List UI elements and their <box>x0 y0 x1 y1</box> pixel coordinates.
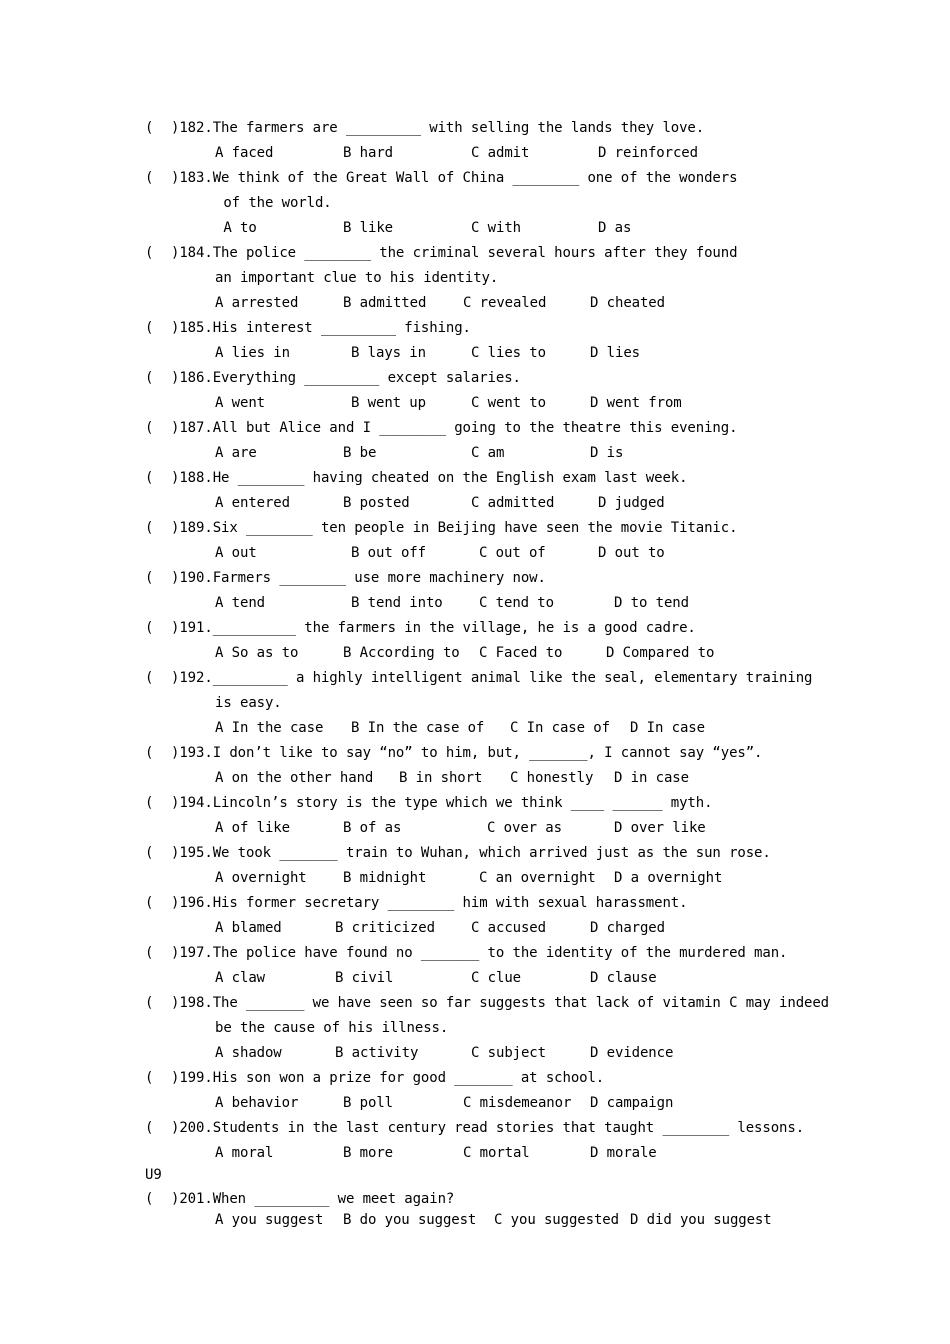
answer-paren-open: ( <box>145 120 154 136</box>
question-stem: He ________ having cheated on the English exam last week. <box>212 470 688 486</box>
question-184 <box>145 242 737 264</box>
answer-paren-close: ) <box>171 1191 180 1207</box>
question-number: 195 <box>179 845 205 861</box>
question-number: 197 <box>179 945 205 961</box>
question-183 <box>145 167 737 189</box>
option-d: D Compared to <box>606 645 715 661</box>
question-191 <box>145 617 696 639</box>
option-c: C admit <box>471 145 530 161</box>
answer-paren-open: ( <box>145 620 154 636</box>
question-dot: . <box>204 420 213 436</box>
question-195 <box>145 842 771 864</box>
question-stem-continued: of the world. <box>215 195 332 211</box>
question-number: 185 <box>179 320 205 336</box>
answer-paren-close: ) <box>171 745 180 761</box>
answer-paren-open: ( <box>145 570 154 586</box>
option-b: B went up <box>351 395 426 411</box>
answer-paren-close: ) <box>171 795 180 811</box>
question-dot: . <box>204 570 213 586</box>
question-dot: . <box>204 995 213 1011</box>
option-b: B posted <box>343 495 410 511</box>
question-197 <box>145 942 787 964</box>
option-d: D went from <box>590 395 682 411</box>
question-187 <box>145 417 737 439</box>
option-d: D reinforced <box>598 145 698 161</box>
answer-paren-open: ( <box>145 245 154 261</box>
option-c: C mortal <box>463 1145 530 1161</box>
answer-paren-close: ) <box>171 170 180 186</box>
option-c: C revealed <box>463 295 547 311</box>
answer-paren-open: ( <box>145 170 154 186</box>
question-stem: _________ a highly intelligent animal like the seal, elementary training <box>212 670 813 686</box>
question-stem: The police ________ the criminal several hours after they found <box>212 245 738 261</box>
question-stem: The farmers are _________ with selling the lands they love. <box>212 120 705 136</box>
option-c: C went to <box>471 395 546 411</box>
option-c: C lies to <box>471 345 546 361</box>
answer-paren-open: ( <box>145 1070 154 1086</box>
question-dot: . <box>204 520 213 536</box>
answer-paren-open: ( <box>145 670 154 686</box>
question-dot: . <box>204 945 213 961</box>
option-a: A went <box>215 395 265 411</box>
answer-paren-open: ( <box>145 470 154 486</box>
option-b: B be <box>343 445 377 461</box>
option-d: D to tend <box>614 595 689 611</box>
answer-paren-open: ( <box>145 845 154 861</box>
answer-paren-close: ) <box>171 520 180 536</box>
question-185 <box>145 317 471 339</box>
option-a: A blamed <box>215 920 282 936</box>
answer-paren-close: ) <box>171 620 180 636</box>
answer-paren-close: ) <box>171 670 180 686</box>
option-c: C over as <box>487 820 562 836</box>
option-d: D cheated <box>590 295 665 311</box>
option-a: A tend <box>215 595 265 611</box>
question-stem: We took _______ train to Wuhan, which arrived just as the sun rose. <box>212 845 771 861</box>
option-d: D campaign <box>590 1095 674 1111</box>
option-a: A are <box>215 445 257 461</box>
answer-paren-close: ) <box>171 1070 180 1086</box>
option-b: B like <box>343 220 393 236</box>
option-a: A behavior <box>215 1095 299 1111</box>
question-196 <box>145 892 687 914</box>
question-dot: . <box>204 1191 213 1207</box>
question-number: 184 <box>179 245 205 261</box>
option-b: B criticized <box>335 920 435 936</box>
option-b: B tend into <box>351 595 443 611</box>
option-c: C admitted <box>471 495 555 511</box>
question-dot: . <box>204 1070 213 1086</box>
option-a: A you suggest <box>215 1212 324 1228</box>
question-182 <box>145 117 704 139</box>
question-192 <box>145 667 812 689</box>
question-number: 187 <box>179 420 205 436</box>
question-dot: . <box>204 120 213 136</box>
answer-paren-open: ( <box>145 1120 154 1136</box>
question-number: 198 <box>179 995 205 1011</box>
option-d: D did you suggest <box>630 1212 772 1228</box>
question-stem: Lincoln’s story is the type which we think ____ ______ myth. <box>212 795 713 811</box>
question-stem: We think of the Great Wall of China ________ one of the wonders <box>212 170 738 186</box>
option-b: B out off <box>351 545 426 561</box>
option-d: D lies <box>590 345 640 361</box>
answer-paren-open: ( <box>145 520 154 536</box>
option-c: C am <box>471 445 505 461</box>
answer-paren-close: ) <box>171 420 180 436</box>
option-b: B in short <box>399 770 483 786</box>
option-c: C an overnight <box>479 870 596 886</box>
option-a: A shadow <box>215 1045 282 1061</box>
option-c: C clue <box>471 970 521 986</box>
answer-paren-close: ) <box>171 570 180 586</box>
option-a: A moral <box>215 1145 274 1161</box>
question-193 <box>145 742 762 764</box>
answer-paren-open: ( <box>145 945 154 961</box>
option-d: D out to <box>598 545 665 561</box>
option-c: C tend to <box>479 595 554 611</box>
question-number: 199 <box>179 1070 205 1086</box>
question-stem: Farmers ________ use more machinery now. <box>212 570 546 586</box>
question-number: 189 <box>179 520 205 536</box>
question-stem: His interest _________ fishing. <box>212 320 471 336</box>
question-stem: The _______ we have seen so far suggests that lack of vitamin C may indeed <box>212 995 830 1011</box>
answer-paren-close: ) <box>171 470 180 486</box>
question-dot: . <box>204 1120 213 1136</box>
option-c: C honestly <box>510 770 594 786</box>
question-200 <box>145 1117 804 1139</box>
option-d: D as <box>598 220 632 236</box>
question-number: 191 <box>179 620 205 636</box>
question-number: 192 <box>179 670 205 686</box>
option-a: A on the other hand <box>215 770 374 786</box>
option-b: B In the case of <box>351 720 485 736</box>
option-c: C with <box>471 220 521 236</box>
question-stem: Students in the last century read stories that taught ________ lessons. <box>212 1120 805 1136</box>
question-dot: . <box>204 620 213 636</box>
question-stem-continued: is easy. <box>215 695 282 711</box>
option-d: D In case <box>630 720 705 736</box>
option-d: D clause <box>590 970 657 986</box>
question-stem: __________ the farmers in the village, he is a good cadre. <box>212 620 696 636</box>
option-c: C accused <box>471 920 546 936</box>
question-stem: Six ________ ten people in Beijing have seen the movie Titanic. <box>212 520 738 536</box>
question-dot: . <box>204 895 213 911</box>
question-dot: . <box>204 670 213 686</box>
option-b: B of as <box>343 820 402 836</box>
option-a: A So as to <box>215 645 299 661</box>
answer-paren-close: ) <box>171 1120 180 1136</box>
option-a: A entered <box>215 495 290 511</box>
question-stem-continued: be the cause of his illness. <box>215 1020 449 1036</box>
question-188 <box>145 467 687 489</box>
question-198 <box>145 992 829 1014</box>
answer-paren-close: ) <box>171 245 180 261</box>
answer-paren-open: ( <box>145 795 154 811</box>
question-number: 188 <box>179 470 205 486</box>
answer-paren-open: ( <box>145 370 154 386</box>
option-a: A claw <box>215 970 265 986</box>
option-c: C subject <box>471 1045 546 1061</box>
option-d: D is <box>590 445 624 461</box>
answer-paren-open: ( <box>145 895 154 911</box>
question-stem-continued: an important clue to his identity. <box>215 270 499 286</box>
option-b: B do you suggest <box>343 1212 477 1228</box>
option-d: D judged <box>598 495 665 511</box>
option-d: D morale <box>590 1145 657 1161</box>
question-stem: His former secretary ________ him with sexual harassment. <box>212 895 688 911</box>
question-number: 193 <box>179 745 205 761</box>
option-c: C In case of <box>510 720 610 736</box>
option-a: A lies in <box>215 345 290 361</box>
answer-paren-close: ) <box>171 320 180 336</box>
option-b: B more <box>343 1145 393 1161</box>
question-number: 200 <box>179 1120 205 1136</box>
option-c: C misdemeanor <box>463 1095 572 1111</box>
answer-paren-open: ( <box>145 995 154 1011</box>
question-199 <box>145 1067 604 1089</box>
option-d: D evidence <box>590 1045 674 1061</box>
question-number: 190 <box>179 570 205 586</box>
option-a: A arrested <box>215 295 299 311</box>
answer-paren-close: ) <box>171 895 180 911</box>
option-c: C you suggested <box>494 1212 619 1228</box>
option-b: B activity <box>335 1045 419 1061</box>
option-d: D in case <box>614 770 689 786</box>
option-a: A out <box>215 545 257 561</box>
option-d: D over like <box>614 820 706 836</box>
question-190 <box>145 567 546 589</box>
question-number: 196 <box>179 895 205 911</box>
option-b: B poll <box>343 1095 393 1111</box>
option-c: C Faced to <box>479 645 563 661</box>
option-d: D a overnight <box>614 870 723 886</box>
option-b: B civil <box>335 970 394 986</box>
question-number: 201 <box>179 1191 205 1207</box>
answer-paren-close: ) <box>171 995 180 1011</box>
question-number: 182 <box>179 120 205 136</box>
question-189 <box>145 517 737 539</box>
question-194 <box>145 792 712 814</box>
answer-paren-open: ( <box>145 320 154 336</box>
question-dot: . <box>204 245 213 261</box>
question-186 <box>145 367 521 389</box>
unit-label: U9 <box>145 1167 162 1183</box>
question-stem: All but Alice and I ________ going to the theatre this evening. <box>212 420 738 436</box>
question-201 <box>145 1188 454 1210</box>
option-a: A of like <box>215 820 290 836</box>
question-number: 183 <box>179 170 205 186</box>
question-dot: . <box>204 320 213 336</box>
answer-paren-open: ( <box>145 745 154 761</box>
question-dot: . <box>204 795 213 811</box>
answer-paren-open: ( <box>145 1191 154 1207</box>
question-stem: I don’t like to say “no” to him, but, _______, I cannot say “yes”. <box>212 745 763 761</box>
option-b: B lays in <box>351 345 426 361</box>
answer-paren-close: ) <box>171 945 180 961</box>
question-dot: . <box>204 470 213 486</box>
question-dot: . <box>204 170 213 186</box>
question-number: 186 <box>179 370 205 386</box>
answer-paren-close: ) <box>171 370 180 386</box>
answer-paren-close: ) <box>171 120 180 136</box>
question-dot: . <box>204 745 213 761</box>
answer-paren-close: ) <box>171 845 180 861</box>
question-number: 194 <box>179 795 205 811</box>
option-a: A overnight <box>215 870 307 886</box>
option-d: D charged <box>590 920 665 936</box>
option-a: A faced <box>215 145 274 161</box>
option-b: B hard <box>343 145 393 161</box>
question-stem: Everything _________ except salaries. <box>212 370 521 386</box>
option-b: B midnight <box>343 870 427 886</box>
option-a: A In the case <box>215 720 324 736</box>
question-dot: . <box>204 845 213 861</box>
option-a: A to <box>215 220 257 236</box>
question-dot: . <box>204 370 213 386</box>
option-b: B According to <box>343 645 460 661</box>
question-stem: When _________ we meet again? <box>212 1191 455 1207</box>
question-stem: His son won a prize for good _______ at school. <box>212 1070 605 1086</box>
question-stem: The police have found no _______ to the identity of the murdered man. <box>212 945 788 961</box>
option-c: C out of <box>479 545 546 561</box>
option-b: B admitted <box>343 295 427 311</box>
answer-paren-open: ( <box>145 420 154 436</box>
